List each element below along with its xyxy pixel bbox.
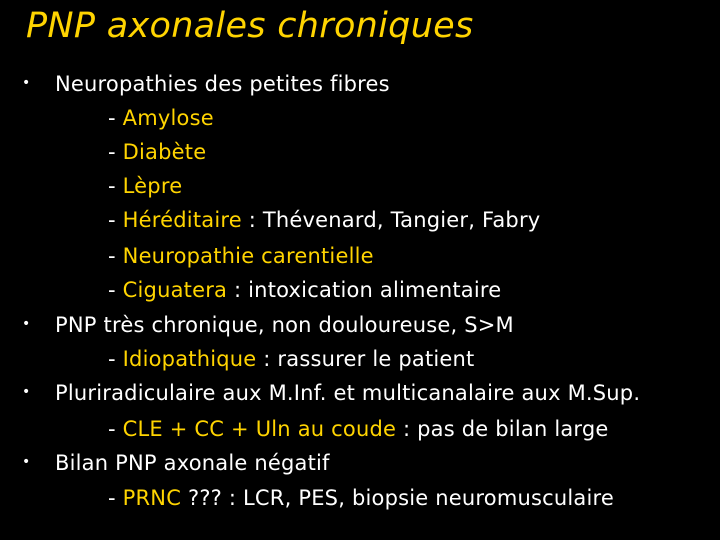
sub-item-highlight: Lèpre xyxy=(122,174,183,198)
bullet-icon: • xyxy=(22,454,31,470)
sub-item xyxy=(108,416,609,442)
sub-item xyxy=(108,277,501,303)
sub-item-highlight: Idiopathique xyxy=(122,347,257,371)
slide-title: PNP axonales chroniques xyxy=(26,6,474,46)
sub-item-rest: : Thévenard, Tangier, Fabry xyxy=(241,208,541,232)
sub-item-highlight: CLE + CC + Uln au coude xyxy=(122,417,397,441)
bullet-icon: • xyxy=(22,75,31,91)
bullet-item-text: Neuropathies des petites fibres xyxy=(55,72,390,96)
sub-item-dash: - xyxy=(108,347,123,371)
sub-item-dash: - xyxy=(108,244,123,268)
sub-item-dash: - xyxy=(108,106,123,130)
sub-item-dash: - xyxy=(108,486,123,510)
sub-item-rest: : pas de bilan large xyxy=(396,417,609,441)
sub-item-highlight: PRNC xyxy=(122,486,182,510)
sub-item-rest: ??? : LCR, PES, biopsie neuromusculaire xyxy=(181,486,615,510)
bullet-icon: • xyxy=(22,316,31,332)
sub-item-rest: : intoxication alimentaire xyxy=(227,278,502,302)
sub-item-rest: : rassurer le patient xyxy=(256,347,475,371)
bullet-item-text: Pluriradiculaire aux M.Inf. et multicanalaire aux M.Sup. xyxy=(55,381,641,405)
sub-item-highlight: Neuropathie carentielle xyxy=(122,244,374,268)
sub-item xyxy=(108,243,374,269)
sub-item xyxy=(108,485,614,511)
sub-item-dash: - xyxy=(108,208,123,232)
bullet-icon: • xyxy=(22,384,31,400)
sub-item-dash: - xyxy=(108,278,123,302)
sub-item-dash: - xyxy=(108,140,123,164)
sub-item xyxy=(108,346,475,372)
bullet-item-text: Bilan PNP axonale négatif xyxy=(55,451,330,475)
bullet-item-text: PNP très chronique, non douloureuse, S>M xyxy=(55,313,514,337)
sub-item xyxy=(108,207,540,233)
sub-item xyxy=(108,173,182,199)
sub-item-highlight: Ciguatera xyxy=(122,278,228,302)
sub-item-highlight: Héréditaire xyxy=(122,208,242,232)
sub-item xyxy=(108,105,214,131)
sub-item-dash: - xyxy=(108,174,123,198)
sub-item xyxy=(108,139,206,165)
sub-item-dash: - xyxy=(108,417,123,441)
sub-item-highlight: Amylose xyxy=(122,106,214,130)
sub-item-highlight: Diabète xyxy=(122,140,207,164)
